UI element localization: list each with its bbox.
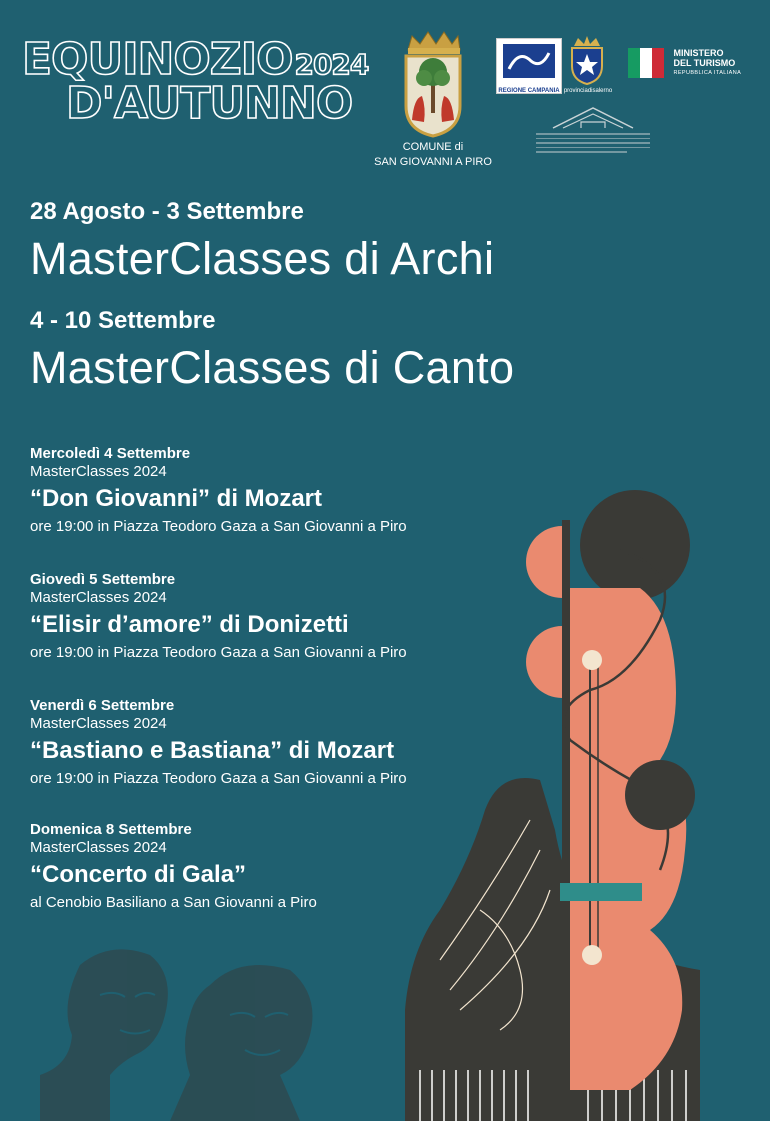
event-place: al Cenobio Basiliano a San Giovanni a Piro bbox=[30, 894, 317, 911]
dark-circle-bottom bbox=[625, 760, 695, 830]
festival-year: 2024 bbox=[294, 48, 369, 81]
event-concerto-di-gala bbox=[30, 821, 530, 913]
event-work: “Don Giovanni” di Mozart bbox=[30, 485, 322, 512]
cello-peg-top bbox=[582, 650, 602, 670]
regione-campania-logo bbox=[496, 38, 562, 94]
ministero-line3: REPUBBLICA ITALIANA bbox=[673, 70, 742, 76]
teal-bar bbox=[560, 883, 642, 901]
ministero-logo bbox=[628, 48, 741, 78]
event-work: “Concerto di Gala” bbox=[30, 861, 247, 888]
event-day: Giovedì 5 Settembre bbox=[30, 571, 176, 588]
cello-neck bbox=[562, 520, 570, 1090]
festival-title bbox=[22, 34, 369, 129]
provincia-caption: provinciadisalerno bbox=[563, 88, 613, 94]
cello-peg-bottom bbox=[582, 945, 602, 965]
date-archi: 28 Agosto - 3 Settembre bbox=[30, 198, 304, 225]
masterclass-canto-title: MasterClasses di Canto bbox=[30, 342, 515, 393]
event-series: MasterClasses 2024 bbox=[30, 463, 167, 480]
event-series: MasterClasses 2024 bbox=[30, 715, 167, 732]
regione-caption: REGIONE CAMPANIA bbox=[498, 88, 560, 94]
event-day: Venerdì 6 Settembre bbox=[30, 697, 175, 714]
comune-caption bbox=[358, 140, 508, 170]
provincia-salerno-logo bbox=[566, 36, 608, 86]
ministero-line1: MINISTERO bbox=[673, 48, 724, 58]
event-place: ore 19:00 in Piazza Teodoro Gaza a San Giovanni a Piro bbox=[30, 518, 407, 535]
italian-flag-icon bbox=[628, 48, 664, 78]
festival-title-line1: EQUINOZIO bbox=[22, 34, 293, 85]
masterclass-archi-title: MasterClasses di Archi bbox=[30, 233, 495, 284]
composer-portraits bbox=[40, 935, 380, 1121]
comune-name: SAN GIOVANNI A PIRO bbox=[374, 156, 492, 168]
event-work: “Bastiano e Bastiana” di Mozart bbox=[30, 737, 395, 764]
event-place: ore 19:00 in Piazza Teodoro Gaza a San Giovanni a Piro bbox=[30, 644, 407, 661]
comune-label: COMUNE di bbox=[402, 141, 464, 153]
event-work: “Elisir d’amore” di Donizetti bbox=[30, 611, 349, 638]
date-canto: 4 - 10 Settembre bbox=[30, 307, 216, 334]
regione-emblem-icon bbox=[497, 39, 561, 83]
event-series: MasterClasses 2024 bbox=[30, 839, 167, 856]
ministero-line2: DEL TURISMO bbox=[673, 58, 736, 68]
salmon-half-circle-top bbox=[526, 526, 562, 598]
comune-crest-logo bbox=[398, 28, 468, 138]
salmon-half-circle-bottom bbox=[526, 626, 562, 698]
institution-logo bbox=[528, 104, 658, 168]
event-day: Domenica 8 Settembre bbox=[30, 821, 192, 838]
event-bastiano-e-bastiana bbox=[30, 697, 530, 789]
festival-title-line2: D'AUTUNNO bbox=[66, 78, 353, 129]
dark-circle-top bbox=[580, 490, 690, 600]
event-series: MasterClasses 2024 bbox=[30, 589, 167, 606]
event-don-giovanni bbox=[30, 445, 530, 537]
event-elisir-damore bbox=[30, 571, 530, 663]
event-day: Mercoledì 4 Settembre bbox=[30, 445, 191, 462]
temple-icon bbox=[543, 104, 643, 130]
event-place: ore 19:00 in Piazza Teodoro Gaza a San Giovanni a Piro bbox=[30, 770, 407, 787]
